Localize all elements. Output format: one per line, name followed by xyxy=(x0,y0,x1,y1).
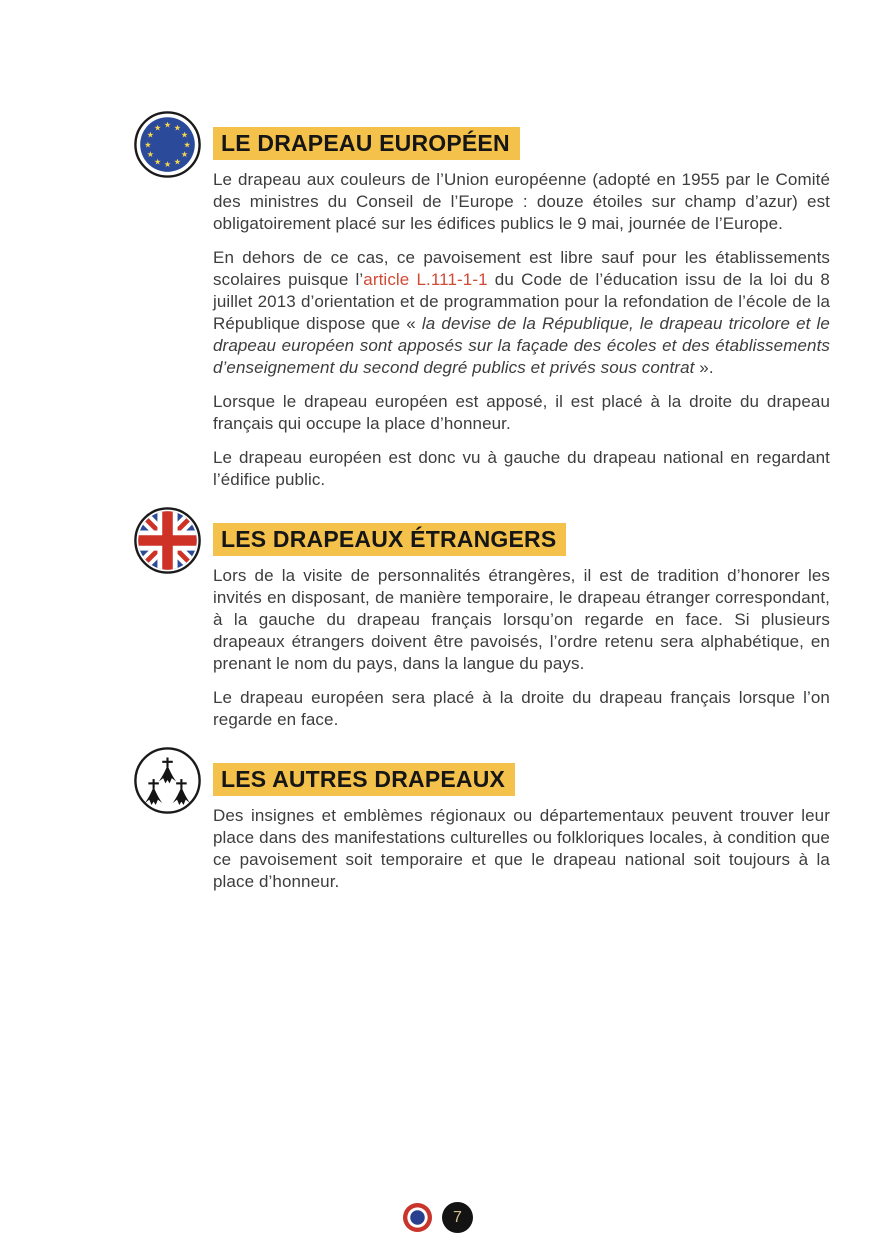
paragraph-text: En dehors de ce cas, ce pavoisement est libre sauf pour les établissements scolaires puisque l’ xyxy=(213,248,830,289)
svg-text:★: ★ xyxy=(173,157,182,167)
brittany-ermines-icon xyxy=(133,746,202,815)
paragraph-text: ». xyxy=(694,358,714,377)
section-heading: LES DRAPEAUX ÉTRANGERS xyxy=(213,523,566,556)
paragraph xyxy=(213,247,830,379)
section-european-flag xyxy=(133,120,830,491)
svg-text:★: ★ xyxy=(146,150,155,160)
paragraph: Le drapeau européen sera placé à la droite du drapeau français lorsque l’on regarde en face. xyxy=(213,688,830,729)
uk-flag-icon xyxy=(133,506,202,575)
section-other-flags xyxy=(133,763,830,893)
page-number-badge: 7 xyxy=(442,1202,473,1233)
svg-text:★: ★ xyxy=(180,130,189,140)
svg-text:★: ★ xyxy=(180,150,189,160)
eu-flag-icon xyxy=(133,110,202,179)
svg-text:★: ★ xyxy=(163,160,172,170)
svg-text:★: ★ xyxy=(153,123,162,133)
svg-text:★: ★ xyxy=(146,130,155,140)
cocarde-icon xyxy=(402,1202,433,1233)
paragraph: Le drapeau européen est donc vu à gauche du drapeau national en regardant l’édifice public. xyxy=(213,448,830,489)
section-foreign-flags xyxy=(133,523,830,731)
svg-text:★: ★ xyxy=(154,157,162,167)
svg-text:★: ★ xyxy=(144,140,152,150)
paragraph: Lorsque le drapeau européen est apposé, il est placé à la droite du drapeau français qui occupe la place d’honneur. xyxy=(213,392,830,433)
paragraph: Lors de la visite de personnalités étrangères, il est de tradition d’honorer les invités en disposant, de manière temporaire, le drapeau étranger correspondant, à la gauche du drapeau français lorsqu’on regarde en face. Si plusieurs drapeaux étrangers doivent être pavoisés, l’ordre retenu sera alphabétique, en prenant le nom du pays, dans la langue du pays. xyxy=(213,566,830,673)
article-link[interactable]: article L.111-1-1 xyxy=(363,270,488,289)
section-heading: LES AUTRES DRAPEAUX xyxy=(213,763,515,796)
paragraph: Des insignes et emblèmes régionaux ou départementaux peuvent trouver leur place dans des manifestations culturelles ou folkloriques locales, à condition que ce pavoisement soit temporaire et que le drapeau national soit toujours à la place d’honneur. xyxy=(213,806,830,891)
page-footer xyxy=(0,1202,875,1233)
paragraph-text: du Code de l’éducation issu de la loi du 8 juillet 2013 d’orientation et de programmation pour la refondation de l’école de la République dispose que « xyxy=(213,270,830,333)
svg-text:★: ★ xyxy=(173,123,182,133)
svg-text:★: ★ xyxy=(163,120,172,130)
quote-italic: la devise de la République, le drapeau tricolore et le drapeau européen sont apposés sur la façade des écoles et des établissements d’enseignement du second degré publics et privés sous contrat xyxy=(213,314,830,377)
paragraph: Le drapeau aux couleurs de l’Union européenne (adopté en 1955 par le Comité des ministres du Conseil de l’Europe : douze étoiles sur champ d’azur) est obligatoirement placé sur les édifices publics le 9 mai, journée de l’Europe. xyxy=(213,170,830,233)
section-heading: LE DRAPEAU EUROPÉEN xyxy=(213,127,520,160)
svg-text:★: ★ xyxy=(183,140,191,150)
